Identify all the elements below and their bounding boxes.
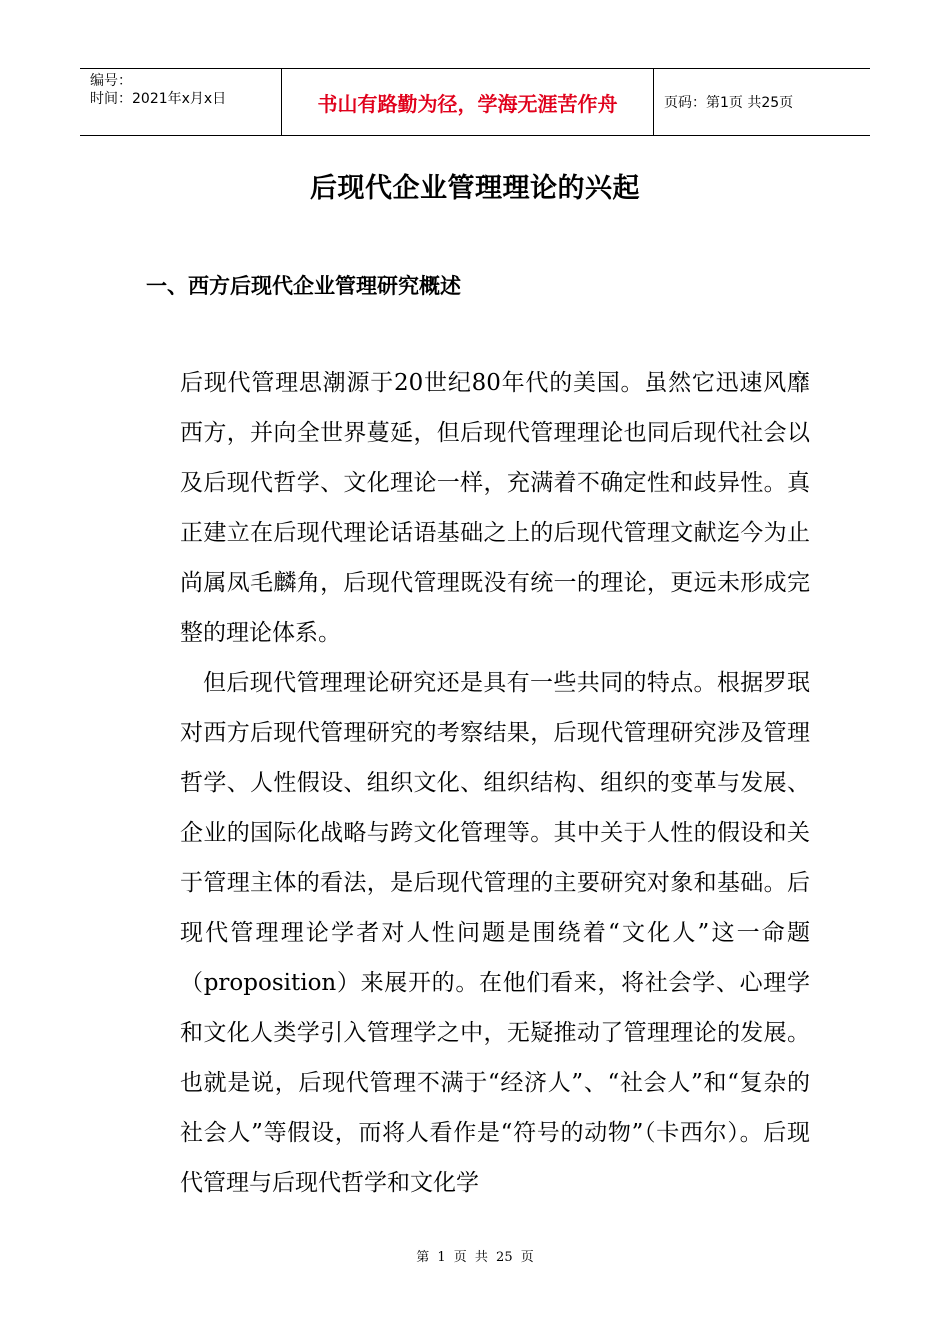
header-meta-cell bbox=[80, 69, 282, 135]
document-number-label: 编号： bbox=[90, 73, 132, 89]
paragraph-2: 但后现代管理理论研究还是具有一些共同的特点。根据罗珉对西方后现代管理研究的考察结果，后现代管理研究涉及管理哲学、人性假设、组织文化、组织结构、组织的变革与发展、企业的国际化战略与跨文化管理等。其中关于人性的假设和关于管理主体的看法，是后现代管理的主要研究对象和基础。后现代管理理论学者对人性问题是围绕着“文化人”这一命题（proposition）来展开的。在他们看来，将社会学、心理学和文化人类学引入管理学之中，无疑推动了管理理论的发展。也就是说，后现代管理不满于“经济人”、“社会人”和“复杂的社会人”等假设，而将人看作是“符号的动物”（卡西尔）。后现代管理与后现代哲学和文化学 bbox=[180, 670, 810, 1196]
header-motto: 书山有路勤为径，学海无涯苦作舟 bbox=[317, 91, 618, 116]
header-page-cell bbox=[654, 69, 870, 135]
document-title: 后现代企业管理理论的兴起 bbox=[310, 173, 640, 204]
document-date: 时间：2021年x月x日 bbox=[90, 91, 227, 107]
page-footer: 第 1 页 共 25 页 bbox=[416, 1250, 534, 1265]
header-table bbox=[80, 68, 870, 136]
paragraph-1: 后现代管理思潮源于20世纪80年代的美国。虽然它迅速风靡西方，并向全世界蔓延，但后现代管理理论也同后现代社会以及后现代哲学、文化理论一样，充满着不确定性和歧异性。真正建立在后现代理论话语基础之上的后现代管理文献迄今为止尚属凤毛麟角，后现代管理既没有统一的理论，更远未形成完整的理论体系。 bbox=[180, 370, 810, 646]
header-motto-cell bbox=[282, 69, 654, 135]
header-page-info: 页码：第1页 共25页 bbox=[664, 95, 794, 111]
section-heading: 一、西方后现代企业管理研究概述 bbox=[146, 274, 461, 298]
body-text bbox=[180, 358, 810, 1208]
